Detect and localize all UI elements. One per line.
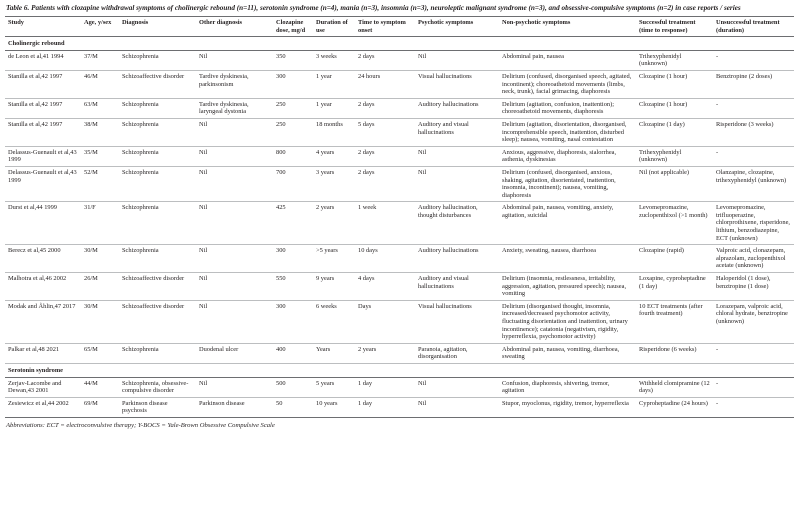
table-cell: Confusion, diaphoresis, shivering, tremor, agitation	[499, 377, 636, 397]
table-cell: Abdominal pain, nausea, vomiting, anxiety, agitation, suicidal	[499, 202, 636, 245]
table-cell: 69/M	[81, 397, 119, 417]
table-cell: Olanzapine, clozapine, trihexyphenidyl (unknown)	[713, 166, 794, 201]
table-cell: 4 years	[313, 146, 355, 166]
table-cell: 18 months	[313, 118, 355, 146]
table-cell: Nil	[196, 300, 273, 343]
column-header: Other diagnosis	[196, 17, 273, 37]
column-header: Age, y/sex	[81, 17, 119, 37]
table-row	[5, 98, 794, 118]
table-row	[5, 118, 794, 146]
column-header: Time to symptom onset	[355, 17, 415, 37]
table-cell: 2 years	[313, 202, 355, 245]
table-cell: Delirium (confused, disorganised, anxious, shaking, agitation, disorientated, inattention, insomnia, incontinent); nausea, vomiting, diaphoresis	[499, 166, 636, 201]
section-title: Serotonin syndrome	[5, 363, 794, 377]
table-cell: 300	[273, 245, 313, 273]
column-header: Study	[5, 17, 81, 37]
table-cell: -	[713, 50, 794, 70]
table-cell: Benztropine (2 doses)	[713, 70, 794, 98]
table-cell: Trihexyphenidyl (unknown)	[636, 146, 713, 166]
table-cell: 500	[273, 377, 313, 397]
table-cell: Nil	[196, 273, 273, 301]
table-cell: Auditory hallucinations	[415, 245, 499, 273]
table-cell: 24 hours	[355, 70, 415, 98]
table-cell: 10 ECT treatments (after fourth treatment)	[636, 300, 713, 343]
section-title: Cholinergic rebound	[5, 37, 794, 51]
table-cell: 350	[273, 50, 313, 70]
table-cell: Tardive dyskinesia, parkinsonism	[196, 70, 273, 98]
table-cell: Delirium (confused, disorganised speech, agitated, incontinent); choreoathetoid movements (limbs, neck, trunk), facial grimacing, diaphoresis	[499, 70, 636, 98]
table-cell: Nil (not applicable)	[636, 166, 713, 201]
table-cell: 44/M	[81, 377, 119, 397]
table-cell: 5 years	[313, 377, 355, 397]
table-cell: 2 days	[355, 166, 415, 201]
table-cell: Paranoia, agitation, disorganisation	[415, 343, 499, 363]
table-cell: Schizoaffective disorder	[119, 300, 196, 343]
table-cell: Anxiety, sweating, nausea, diarrhoea	[499, 245, 636, 273]
table-cell: 3 weeks	[313, 50, 355, 70]
column-header: Successful treatment (time to response)	[636, 17, 713, 37]
table-cell: 800	[273, 146, 313, 166]
table-cell: Levomepromazine, trifluoperazine, chlorprothixene, risperidone, lithium, benzodiazepine, ECT (unknown)	[713, 202, 794, 245]
table-cell: Delirium (disorganised thought, insomnia, increased/decreased psychomotor activity, fluctuating disorientation and inattention, urinary incontinence); catatonia (negativism, rigidity, hyperreflexia, psychomotor activity)	[499, 300, 636, 343]
table-cell: Parkinson disease psychosis	[119, 397, 196, 417]
table-cell: 400	[273, 343, 313, 363]
table-cell: Delirium (agitation, confusion, inattention); choreoathetoid movements, diaphoresis	[499, 98, 636, 118]
table-cell: Schizophrenia	[119, 245, 196, 273]
table-cell: Stupor, myoclonus, rigidity, tremor, hyperreflexia	[499, 397, 636, 417]
table-cell: Nil	[415, 397, 499, 417]
table-cell: -	[713, 377, 794, 397]
table-cell: 46/M	[81, 70, 119, 98]
table-cell: 250	[273, 98, 313, 118]
table-cell: Clozapine (1 day)	[636, 118, 713, 146]
table-cell: >5 years	[313, 245, 355, 273]
table-cell: 65/M	[81, 343, 119, 363]
table-cell: de Leon et al,41 1994	[5, 50, 81, 70]
table-cell: Abdominal pain, nausea, vomiting, diarrhoea, sweating	[499, 343, 636, 363]
table-cell: Haloperidol (1 dose), benztropine (1 dose)	[713, 273, 794, 301]
table-row	[5, 377, 794, 397]
header-row	[5, 17, 794, 37]
table-cell: Duodenal ulcer	[196, 343, 273, 363]
table-cell: Cyproheptadine (24 hours)	[636, 397, 713, 417]
table-cell: Stanilla et al,42 1997	[5, 70, 81, 98]
clozapine-withdrawal-table	[5, 16, 794, 418]
table-cell: Nil	[196, 202, 273, 245]
table-cell: Nil	[415, 166, 499, 201]
table-cell: Delassus-Guenault et al,43 1999	[5, 166, 81, 201]
table-cell: Lorazepam, valproic acid, chloral hydrate, benztropine (unknown)	[713, 300, 794, 343]
table-cell: Risperidone (6 weeks)	[636, 343, 713, 363]
column-header: Clozapine dose, mg/d	[273, 17, 313, 37]
table-cell: Anxious, aggressive, diaphoresis, sialorrhea, asthenia, dyskinesias	[499, 146, 636, 166]
table-cell: Modak and Åhlin,47 2017	[5, 300, 81, 343]
table-cell: Nil	[415, 146, 499, 166]
table-cell: Palkar et al,48 2021	[5, 343, 81, 363]
table-cell: Auditory and visual hallucinations	[415, 273, 499, 301]
table-cell: -	[713, 146, 794, 166]
table-cell: Schizophrenia	[119, 118, 196, 146]
table-cell: 425	[273, 202, 313, 245]
table-cell: Abdominal pain, nausea	[499, 50, 636, 70]
column-header: Duration of use	[313, 17, 355, 37]
table-row	[5, 273, 794, 301]
table-cell: Schizoaffective disorder	[119, 273, 196, 301]
table-cell: 37/M	[81, 50, 119, 70]
table-cell: Stanilla et al,42 1997	[5, 118, 81, 146]
table-cell: -	[713, 98, 794, 118]
table-cell: Zerjav-Lacombe and Dewan,43 2001	[5, 377, 81, 397]
table-row	[5, 245, 794, 273]
table-cell: -	[713, 343, 794, 363]
table-cell: 300	[273, 300, 313, 343]
table-cell: Tardive dyskinesia, laryngeal dystonia	[196, 98, 273, 118]
table-cell: Valproic acid, clonazepam, alprazolam, zuclopenthixol acetate (unknown)	[713, 245, 794, 273]
table-row	[5, 146, 794, 166]
table-cell: Nil	[196, 166, 273, 201]
table-cell: Nil	[196, 377, 273, 397]
table-cell: 5 days	[355, 118, 415, 146]
table-cell: 50	[273, 397, 313, 417]
column-header: Diagnosis	[119, 17, 196, 37]
table-cell: 10 days	[355, 245, 415, 273]
abbreviations-footnote: Abbreviations: ECT = electroconvulsive therapy; Y-BOCS = Yale-Brown Obsessive Compulsive Scale	[6, 421, 275, 429]
table-cell: Stanilla et al,42 1997	[5, 98, 81, 118]
table-row	[5, 343, 794, 363]
table-cell: Auditory hallucination, thought disturbances	[415, 202, 499, 245]
table-cell: Withheld clomipramine (12 days)	[636, 377, 713, 397]
table-cell: Delirium (agitation, disorientation, disorganised, incomprehensible speech, inattention, disturbed sleep); nausea, vomiting, nasal contestation	[499, 118, 636, 146]
table-cell: 10 years	[313, 397, 355, 417]
table-cell: 9 years	[313, 273, 355, 301]
table-cell: 3 years	[313, 166, 355, 201]
table-cell: Schizophrenia	[119, 343, 196, 363]
table-cell: Nil	[196, 118, 273, 146]
table-cell: Malhotra et al,46 2002	[5, 273, 81, 301]
table-cell: -	[713, 397, 794, 417]
table-body	[5, 37, 794, 418]
table-cell: Delassus-Guenault et al,43 1999	[5, 146, 81, 166]
table-row	[5, 397, 794, 417]
table-cell: 26/M	[81, 273, 119, 301]
table-cell: Schizoaffective disorder	[119, 70, 196, 98]
table-cell: 1 year	[313, 98, 355, 118]
table-caption: Table 6. Patients with clozapine withdrawal symptoms of cholinergic rebound (n=11), serotonin syndrome (n=4), mania (n=3), insomnia (n=3), neuroleptic malignant syndrome (n=3), and obsessive-compulsive symptoms (n=2) in case reports / series	[6, 4, 741, 12]
table-cell: 6 weeks	[313, 300, 355, 343]
table-cell: 2 days	[355, 98, 415, 118]
table-cell: 31/F	[81, 202, 119, 245]
table-cell: Trihexyphenidyl (unknown)	[636, 50, 713, 70]
table-cell: Nil	[415, 377, 499, 397]
table-cell: Nil	[196, 50, 273, 70]
section-header-row	[5, 37, 794, 51]
table-cell: Nil	[196, 245, 273, 273]
table-cell: 2 days	[355, 50, 415, 70]
table-cell: Clozapine (1 hour)	[636, 70, 713, 98]
table-cell: 30/M	[81, 245, 119, 273]
table-cell: Loxapine, cyproheptadine (1 day)	[636, 273, 713, 301]
table-row	[5, 70, 794, 98]
table-cell: 300	[273, 70, 313, 98]
table-cell: 35/M	[81, 146, 119, 166]
table-cell: 63/M	[81, 98, 119, 118]
table-cell: 1 day	[355, 377, 415, 397]
table-cell: 1 day	[355, 397, 415, 417]
table-cell: Delirium (insomnia, restlessness, irritability, aggression, agitation, pressured speech); nausea, vomiting	[499, 273, 636, 301]
table-cell: Nil	[196, 146, 273, 166]
table-cell: Schizophrenia	[119, 98, 196, 118]
column-header: Unsuccessful treatment (duration)	[713, 17, 794, 37]
table-cell: 2 years	[355, 343, 415, 363]
table-cell: 1 year	[313, 70, 355, 98]
table-cell: Berecz et al,45 2000	[5, 245, 81, 273]
column-header: Psychotic symptoms	[415, 17, 499, 37]
table-cell: Clozapine (rapid)	[636, 245, 713, 273]
section-header-row	[5, 363, 794, 377]
table-cell: Levomepromazine, zuclopenthixol (>1 month)	[636, 202, 713, 245]
table-cell: Schizophrenia, obsessive-compulsive disorder	[119, 377, 196, 397]
table-cell: 4 days	[355, 273, 415, 301]
table-cell: Schizophrenia	[119, 202, 196, 245]
table-cell: Durst et al,44 1999	[5, 202, 81, 245]
table-cell: Clozapine (1 hour)	[636, 98, 713, 118]
table-row	[5, 50, 794, 70]
table-cell: 52/M	[81, 166, 119, 201]
table-cell: Risperidone (3 weeks)	[713, 118, 794, 146]
table-cell: 1 week	[355, 202, 415, 245]
table-cell: 2 days	[355, 146, 415, 166]
table-cell: Schizophrenia	[119, 50, 196, 70]
table-cell: Auditory and visual hallucinations	[415, 118, 499, 146]
table-cell: 550	[273, 273, 313, 301]
table-cell: Auditory hallucinations	[415, 98, 499, 118]
table-cell: Zesiewicz et al,44 2002	[5, 397, 81, 417]
table-cell: Visual hallucinations	[415, 300, 499, 343]
table-cell: Nil	[415, 50, 499, 70]
table-cell: 30/M	[81, 300, 119, 343]
table-cell: 38/M	[81, 118, 119, 146]
table-cell: Parkinson disease	[196, 397, 273, 417]
table-row	[5, 300, 794, 343]
table-row	[5, 202, 794, 245]
table-cell: Years	[313, 343, 355, 363]
column-header: Non-psychotic symptoms	[499, 17, 636, 37]
table-cell: 250	[273, 118, 313, 146]
table-cell: Days	[355, 300, 415, 343]
table-cell: Schizophrenia	[119, 166, 196, 201]
table-row	[5, 166, 794, 201]
table-cell: 700	[273, 166, 313, 201]
table-cell: Visual hallucinations	[415, 70, 499, 98]
table-cell: Schizophrenia	[119, 146, 196, 166]
